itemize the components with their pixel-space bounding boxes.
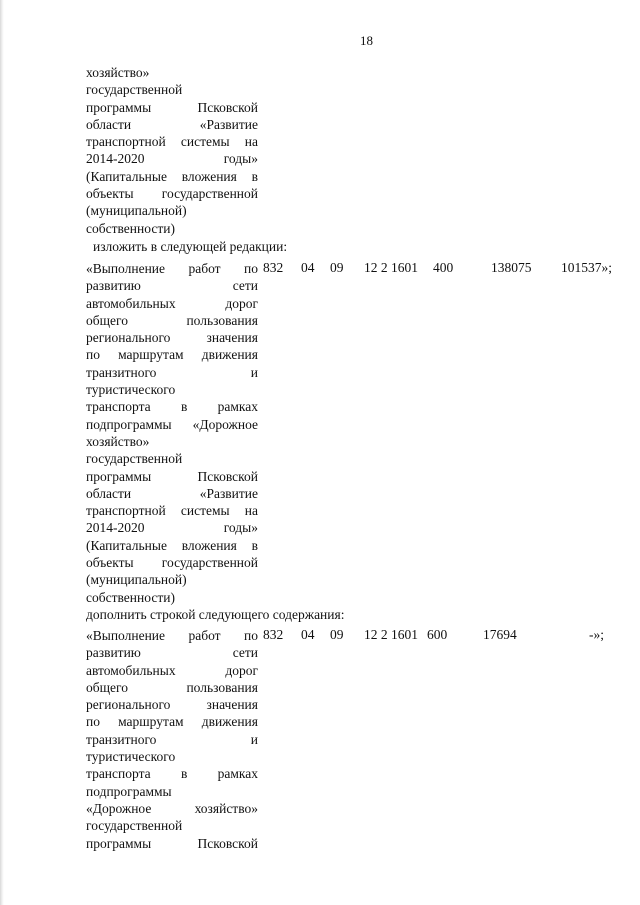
word: государственной <box>86 82 183 98</box>
word: программы <box>86 99 152 115</box>
word: программы <box>86 468 152 484</box>
text-line <box>86 662 258 679</box>
text-line <box>86 168 258 185</box>
code-expense-type-1: 400 <box>433 260 454 275</box>
word: программы <box>86 835 152 851</box>
word: на <box>244 134 258 150</box>
text-line <box>86 713 258 730</box>
text-line <box>86 696 258 713</box>
code-ministry-2: 832 <box>263 627 284 642</box>
word: 2014-2020 <box>86 520 145 536</box>
text-line <box>86 185 258 202</box>
word: в <box>180 766 188 782</box>
scan-edge-shadow <box>0 0 4 905</box>
word: движения <box>201 347 258 363</box>
word: маршрутам <box>118 347 184 363</box>
text-block-2 <box>86 260 258 606</box>
code-section-2: 04 <box>301 627 315 642</box>
text-line <box>86 64 258 81</box>
word: регионального <box>86 697 171 713</box>
word: работ <box>188 261 221 276</box>
word: области <box>86 116 132 132</box>
word: рамках <box>217 766 258 782</box>
word: Псковской <box>197 835 258 851</box>
text-line <box>86 817 258 834</box>
word: хозяйство» <box>194 800 258 816</box>
word: подпрограммы <box>86 416 172 432</box>
text-line <box>86 381 258 398</box>
word: и <box>250 731 258 747</box>
text-line <box>86 277 258 294</box>
word: Псковской <box>197 468 258 484</box>
word: транзитного <box>86 364 157 380</box>
text-line <box>86 800 258 817</box>
text-line <box>86 468 258 485</box>
code-ministry-1: 832 <box>263 260 284 275</box>
instruction-add: дополнить строкой следующего содержания: <box>86 607 345 622</box>
text-line <box>86 627 258 644</box>
text-line <box>86 554 258 571</box>
word: годы» <box>223 520 258 536</box>
text-line <box>86 329 258 346</box>
word: рамках <box>217 399 258 415</box>
text-line <box>86 202 258 219</box>
text-line <box>86 364 258 381</box>
text-line <box>86 644 258 661</box>
word: и <box>250 364 258 380</box>
text-line <box>86 450 258 467</box>
word: государственной <box>161 186 258 202</box>
text-line <box>86 260 258 277</box>
text-line <box>86 485 258 502</box>
text-line <box>86 346 258 363</box>
text-line <box>86 571 258 588</box>
instruction-replace: изложить в следующей редакции: <box>93 239 288 254</box>
word: регионального <box>86 330 171 346</box>
text-line <box>86 133 258 150</box>
word: на <box>244 503 258 519</box>
text-line <box>86 81 258 98</box>
text-line <box>86 783 258 800</box>
word: 2014-2020 <box>86 151 145 167</box>
word: дорог <box>225 662 258 678</box>
word: значения <box>206 330 258 346</box>
word: по <box>86 347 100 363</box>
text-line <box>86 731 258 748</box>
word: вложения <box>181 537 237 553</box>
word: подпрограммы <box>86 783 172 799</box>
text-line <box>86 835 258 852</box>
page-number: 18 <box>360 33 373 48</box>
word: хозяйство» <box>86 65 150 80</box>
word: объекты <box>86 186 134 202</box>
word: «Дорожное <box>192 416 258 432</box>
word: системы <box>180 134 230 150</box>
text-block-3 <box>86 627 258 852</box>
word: объекты <box>86 555 134 571</box>
word: работ <box>188 628 221 643</box>
code-expense-type-2: 600 <box>427 627 448 642</box>
code-section-1: 04 <box>301 260 315 275</box>
word: сети <box>232 645 258 661</box>
word: (Капитальные <box>86 168 167 184</box>
word: «Выполнение <box>86 261 166 276</box>
word: хозяйство» <box>86 433 150 449</box>
text-line <box>86 416 258 433</box>
word: собственности) <box>86 589 175 605</box>
text-line <box>86 150 258 167</box>
word: транспортной <box>86 503 166 519</box>
text-line <box>86 295 258 312</box>
word: туристического <box>86 749 176 765</box>
code-subsection-1: 09 <box>330 260 344 275</box>
word: автомобильных <box>86 295 176 311</box>
text-line <box>86 433 258 450</box>
word: дорог <box>225 295 258 311</box>
word: в <box>180 399 188 415</box>
word: государственной <box>86 818 183 834</box>
word: движения <box>201 714 258 730</box>
word: транспорта <box>86 766 151 782</box>
word: собственности) <box>86 220 175 236</box>
word: «Развитие <box>199 116 258 132</box>
word: развитию <box>86 278 141 294</box>
text-line <box>86 679 258 696</box>
code-target-2: 12 2 1601 <box>364 627 418 642</box>
word: автомобильных <box>86 662 176 678</box>
word: в <box>251 168 258 184</box>
text-line <box>86 116 258 133</box>
amount2-1: 101537»; <box>561 260 613 275</box>
word: системы <box>180 503 230 519</box>
word: сети <box>232 278 258 294</box>
word: по <box>244 628 258 643</box>
amount1-1: 138075 <box>491 260 532 275</box>
word: туристического <box>86 382 176 398</box>
word: Псковской <box>197 99 258 115</box>
word: пользования <box>186 679 258 695</box>
word: государственной <box>86 451 183 467</box>
word: годы» <box>223 151 258 167</box>
word: по <box>86 714 100 730</box>
word: «Развитие <box>199 485 258 501</box>
word: общего <box>86 312 128 328</box>
text-line <box>86 220 258 237</box>
text-line <box>86 765 258 782</box>
word: (муниципальной) <box>86 203 187 219</box>
word: общего <box>86 679 128 695</box>
word: пользования <box>186 312 258 328</box>
text-line <box>86 312 258 329</box>
text-line <box>86 589 258 606</box>
text-line <box>86 398 258 415</box>
text-block-1 <box>86 64 258 237</box>
word: маршрутам <box>118 714 184 730</box>
word: развитию <box>86 645 141 661</box>
text-line <box>86 519 258 536</box>
word: транспорта <box>86 399 151 415</box>
word: (муниципальной) <box>86 572 187 588</box>
amount2-2: -»; <box>589 627 604 642</box>
word: значения <box>206 697 258 713</box>
word: области <box>86 485 132 501</box>
text-line <box>86 537 258 554</box>
word: в <box>251 537 258 553</box>
word: «Дорожное <box>86 800 152 816</box>
code-target-1: 12 2 1601 <box>364 260 418 275</box>
word: транзитного <box>86 731 157 747</box>
word: по <box>244 261 258 276</box>
word: государственной <box>161 555 258 571</box>
word: вложения <box>181 168 237 184</box>
word: «Выполнение <box>86 628 166 643</box>
text-line <box>86 502 258 519</box>
text-line <box>86 748 258 765</box>
text-line <box>86 99 258 116</box>
word: транспортной <box>86 134 166 150</box>
code-subsection-2: 09 <box>330 627 344 642</box>
amount1-2: 17694 <box>483 627 517 642</box>
word: (Капитальные <box>86 537 167 553</box>
